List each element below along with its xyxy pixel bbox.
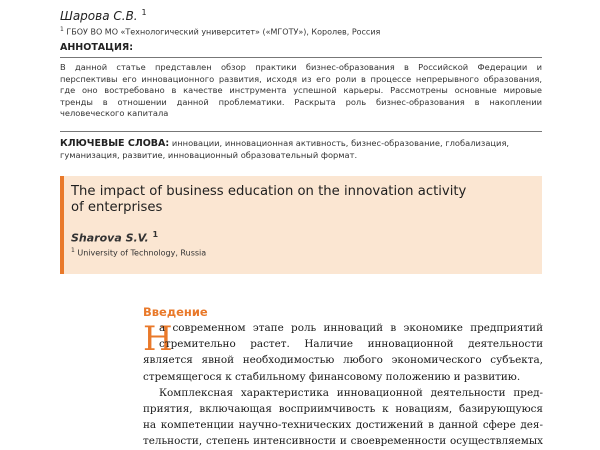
annotation-heading: АННОТАЦИЯ:: [60, 42, 134, 53]
introduction-body: [143, 320, 543, 450]
author-ru-sup: 1: [141, 8, 147, 17]
annotation-top-rule: [60, 57, 542, 58]
author-en-name: Sharova S.V.: [71, 231, 149, 245]
affiliation-ru-text: ГБОУ ВО МО «Технологический университет» («МГОТУ»), Королев, Россия: [66, 27, 381, 37]
affiliation-en: [71, 247, 206, 258]
annotation-line: В данной статье представлен обзор практики бизнес-образования в Российской Федерации и: [60, 62, 542, 72]
keywords-text-2: гуманизация, развитие, инновационный образовательный формат.: [60, 149, 358, 160]
body-line: на компетенции научно-технических достижений в данной сфере дея-: [143, 419, 543, 432]
drop-cap: Н: [143, 319, 173, 359]
body-line: тельности, степень интенсивности и своевременности осуществляемых: [143, 435, 543, 448]
author-ru-name: Шарова С.В.: [60, 9, 138, 23]
annotation-body: [60, 62, 542, 120]
english-title-line: The impact of business education on the innovation activity: [71, 184, 467, 199]
annotation-line: человеческого капитала: [60, 108, 169, 119]
affiliation-en-text: University of Technology, Russia: [77, 248, 207, 258]
body-line: стремящегося к стабильному финансовому положению и развитию.: [143, 370, 521, 383]
affiliation-en-sup: 1: [71, 247, 75, 254]
affiliation-ru-sup: 1: [60, 26, 64, 33]
annotation-line: где оно востребовано в качестве инструмента успешной карьеры. Рассмотрены основные мировые: [60, 85, 542, 96]
author-en-sup: 1: [152, 230, 159, 239]
affiliation-ru: [60, 26, 380, 37]
body-line: стремительно растет. Наличие инновационной деятельности: [159, 338, 543, 351]
annotation-line: тренды в отношении данной проблематики. Раскрыта роль бизнес-образования в накоплении: [60, 96, 542, 107]
keywords-text-1: инновации, инновационная активность, бизнес-образование, глобализация,: [171, 138, 510, 148]
body-line: приятия, включающая восприимчивость к новациям, базирующуюся: [143, 403, 543, 416]
keywords-label: КЛЮЧЕВЫЕ СЛОВА:: [60, 138, 170, 149]
keywords-line: [60, 138, 542, 150]
author-en: [71, 230, 158, 245]
body-line: а современном этапе роль инноваций в экономике предприятий: [159, 322, 543, 334]
introduction-heading: Введение: [143, 305, 208, 319]
english-title-line: of enterprises: [71, 200, 163, 215]
english-title: [71, 184, 531, 216]
annotation-line: перспективы его инновационного развития, исходя из его роли в процессе непрерывного образования,: [60, 73, 542, 84]
body-line: Комплексная характеристика инновационной деятельности пред-: [159, 386, 543, 399]
author-ru: [60, 8, 147, 23]
annotation-bottom-rule: [60, 131, 542, 132]
body-line: является явной необходимостью любого экономического субъекта,: [143, 354, 543, 367]
keywords-block: [60, 138, 542, 161]
